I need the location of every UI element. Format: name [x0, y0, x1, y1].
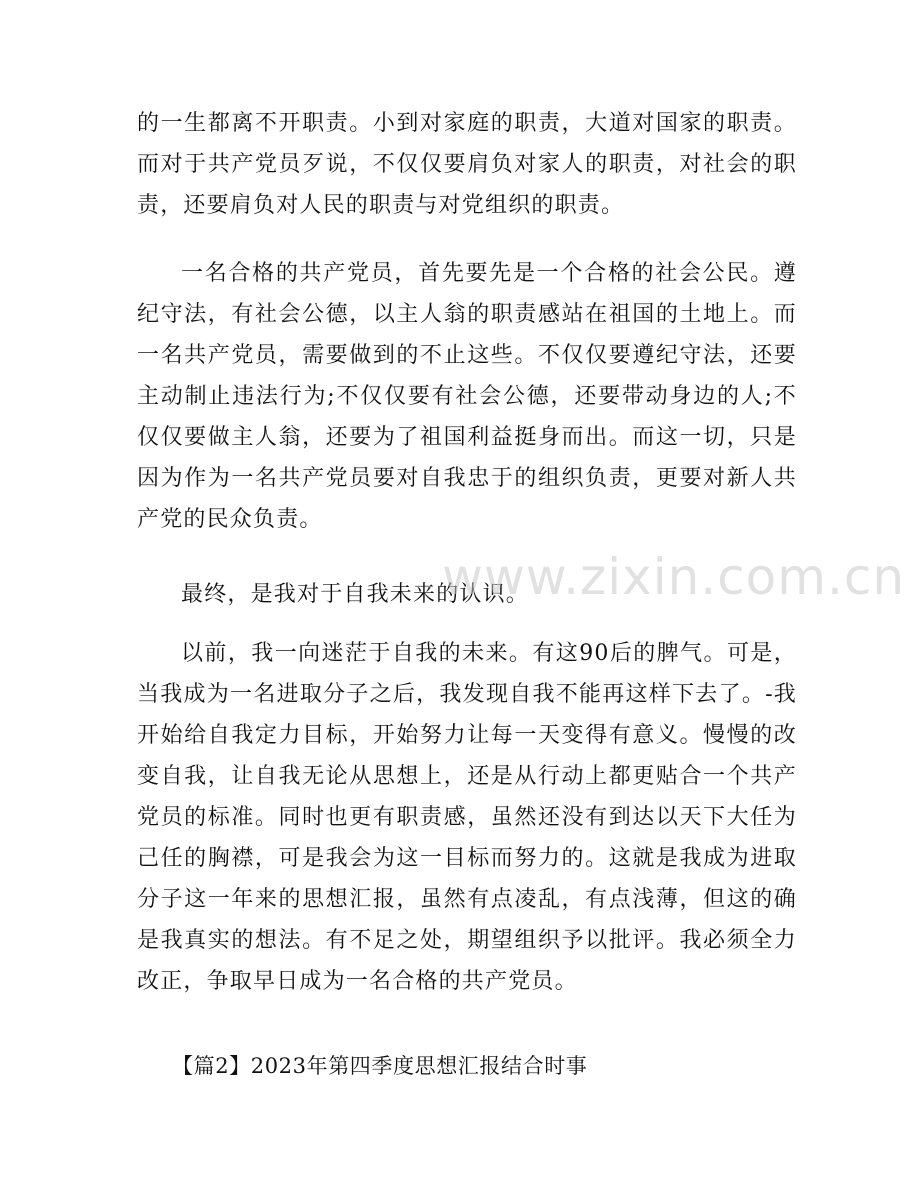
paragraph-3: 最终，是我对于自我未来的认识。 [181, 582, 530, 607]
watermark: www.zixin.com.cn [442, 548, 906, 606]
paragraph-2: 一名合格的共产党员，首先要先是一个合格的社会公民。遵纪守法，有社会公德，以主人翁的职责感站在祖国的土地上。而一名共产党员，需要做到的不止这些。不仅仅要遵纪守法，还要主动制止违法行为;不仅仅要有社会公德，还要带动身边的人;不仅仅要做主人翁，还要为了祖国利益挺身而出。而这一切，只是因为作为一名共产党员要对自我忠于的组织负责，更要对新人共产党的民众负责。 [137, 261, 797, 532]
section-heading: 【篇2】2023年第四季度思想汇报结合时事 [172, 1054, 588, 1078]
paragraph-4: 以前，我一向迷茫于自我的未来。有这90后的脾气。可是，当我成为一名进取分子之后，我发现自我不能再这样下去了。-我开始给自我定力目标，开始努力让每一天变得有意义。慢慢的改变自我，让自我无论从思想上，还是从行动上都更贴合一个共产党员的标准。同时也更有职责感，虽然还没有到达以天下大任为己任的胸襟，可是我会为这一目标而努力的。这就是我成为进取分子这一年来的思想汇报，虽然有点凌乱，有点浅薄，但这的确是我真实的想法。有不足之处，期望组织予以批评。我必须全力改正，争取早日成为一名合格的共产党员。 [137, 641, 797, 994]
paragraph-1: 的一生都离不开职责。小到对家庭的职责，大道对国家的职责。而对于共产党员歹说，不仅仅要肩负对家人的职责，对社会的职责，还要肩负对人民的职责与对党组织的职责。 [137, 111, 797, 218]
